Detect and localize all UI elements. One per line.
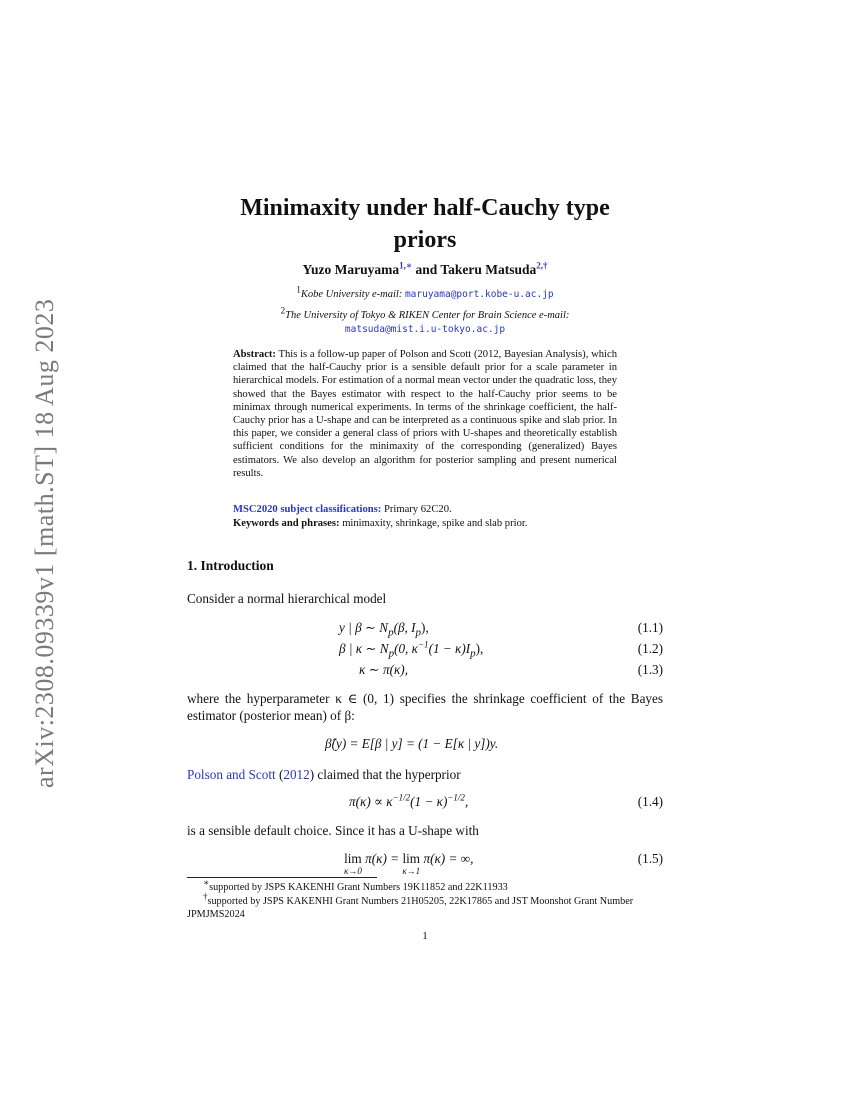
affiliation-1-text: Kobe University e-mail: (300, 289, 405, 300)
footnote-2: †supported by JSPS KAKENHI Grant Numbers 21H05205, 22K17865 and JST Moonshot Grant Number JPMJMS2024 (187, 891, 634, 920)
equation-1-1: y | β ∼ $N_p(\beta$, $I_p$), (339, 620, 429, 639)
author-maruyama: Yuzo Maruyama (302, 262, 400, 277)
citation-year-2012[interactable]: 2012 (283, 767, 310, 782)
abstract-label: Abstract: (233, 349, 276, 360)
affiliation-2-number: 2 (280, 305, 286, 316)
affiliation-1-number: 1 (296, 284, 301, 295)
equation-number-1-4: (1.4) (637, 794, 663, 809)
equation-number-1-3: (1.3) (637, 662, 663, 677)
equation-bayes-estimator: β̂(y) = E[β | y] = (1 − E[κ | y])y. (325, 736, 499, 751)
equation-1-3: κ ∼ π(κ), (359, 662, 408, 677)
email-link-maruyama[interactable]: maruyama@port.kobe-u.ac.jp (404, 289, 554, 300)
email-link-matsuda[interactable]: matsuda@mist.i.u-tokyo.ac.jp (344, 324, 506, 335)
citation-polson-scott[interactable]: Polson and Scott (187, 767, 276, 782)
equation-1-5: lim κ→0 π(κ) = lim κ→1 π(κ) = ∞, (344, 851, 474, 876)
affiliation-1 (187, 284, 663, 302)
title-line-1: Minimaxity under half-Cauchy type (240, 195, 610, 221)
author-1-footnote-link[interactable]: 1,∗ (399, 260, 413, 271)
affiliation-2-text: The University of Tokyo & RIKEN Center for Brain Science e-mail: (285, 310, 570, 321)
equation-number-1-1: (1.1) (637, 620, 663, 635)
arxiv-identifier: arXiv:2308.09339v1 [math.ST] 18 Aug 2023 (30, 298, 59, 788)
author-2-footnote-link[interactable]: 2,† (536, 260, 548, 271)
keywords-value: minimaxity, shrinkage, spike and slab prior. (339, 517, 528, 529)
limit-operator-2: lim κ→1 (402, 851, 421, 876)
paragraph-hyperparameter: where the hyperparameter κ ∈ (0, 1) specifies the shrinkage coefficient of the Bayes estimator (posterior mean) of β: (187, 691, 663, 723)
page-number: 1 (422, 930, 428, 942)
abstract-text: This is a follow-up paper of Polson and Scott (2012, Bayesian Analysis), which claimed that the half-Cauchy prior is a sensible default prior for a scale parameter in hierarchical models. For estimation of a normal mean vector under the quadratic loss, they showed that the Bayes estimator with respect to the half-Cauchy prior seems to be minimax through numerical experiments. In terms of the shrinkage coefficient, the half-Cauchy prior has a U-shape and can be interpreted as a continuous spike and slab prior. In this paper, we consider a general class of priors with U-shapes and theoretically establish sufficient conditions for the minimaxity of the corresponding (generalized) Bayes estimators. We also develop an algorithm for posterior sampling and present numerical results. (233, 349, 617, 479)
paragraph-polson-scott: Polson and Scott (2012) claimed that the hyperprior (187, 767, 461, 782)
author-matsuda: Takeru Matsuda (440, 262, 537, 277)
equation-1-2: β | κ ∼ $N_p(0$, $\kappa^{-1}(1 - \kappa)I_p$), (339, 639, 484, 660)
section-heading-introduction: 1. Introduction (187, 558, 274, 573)
footnote-divider (187, 877, 377, 878)
paragraph-default-choice: is a sensible default choice. Since it has a U-shape with (187, 823, 479, 838)
affiliation-2 (187, 305, 663, 337)
equation-1-4: $\pi(\kappa) \propto \kappa^{-1/2}(1 - \kappa)^{-1/2}$, (349, 792, 469, 809)
paragraph-model-intro: Consider a normal hierarchical model (187, 591, 387, 606)
msc-value: Primary 62C20. (381, 504, 452, 515)
paper-title (187, 192, 663, 256)
footnote-1: ∗supported by JSPS KAKENHI Grant Numbers 19K11852 and 22K11933 (203, 877, 508, 893)
equation-number-1-2: (1.2) (637, 641, 663, 656)
abstract (233, 348, 617, 480)
keywords-label: Keywords and phrases: (233, 517, 340, 529)
equation-number-1-5: (1.5) (637, 851, 663, 866)
author-list (187, 262, 663, 278)
title-line-2: priors (393, 227, 457, 253)
classification-block (233, 503, 633, 530)
msc-link[interactable]: MSC2020 subject classifications: (233, 504, 382, 515)
author-separator: and (412, 262, 441, 277)
limit-operator-1: lim κ→0 (344, 851, 362, 876)
